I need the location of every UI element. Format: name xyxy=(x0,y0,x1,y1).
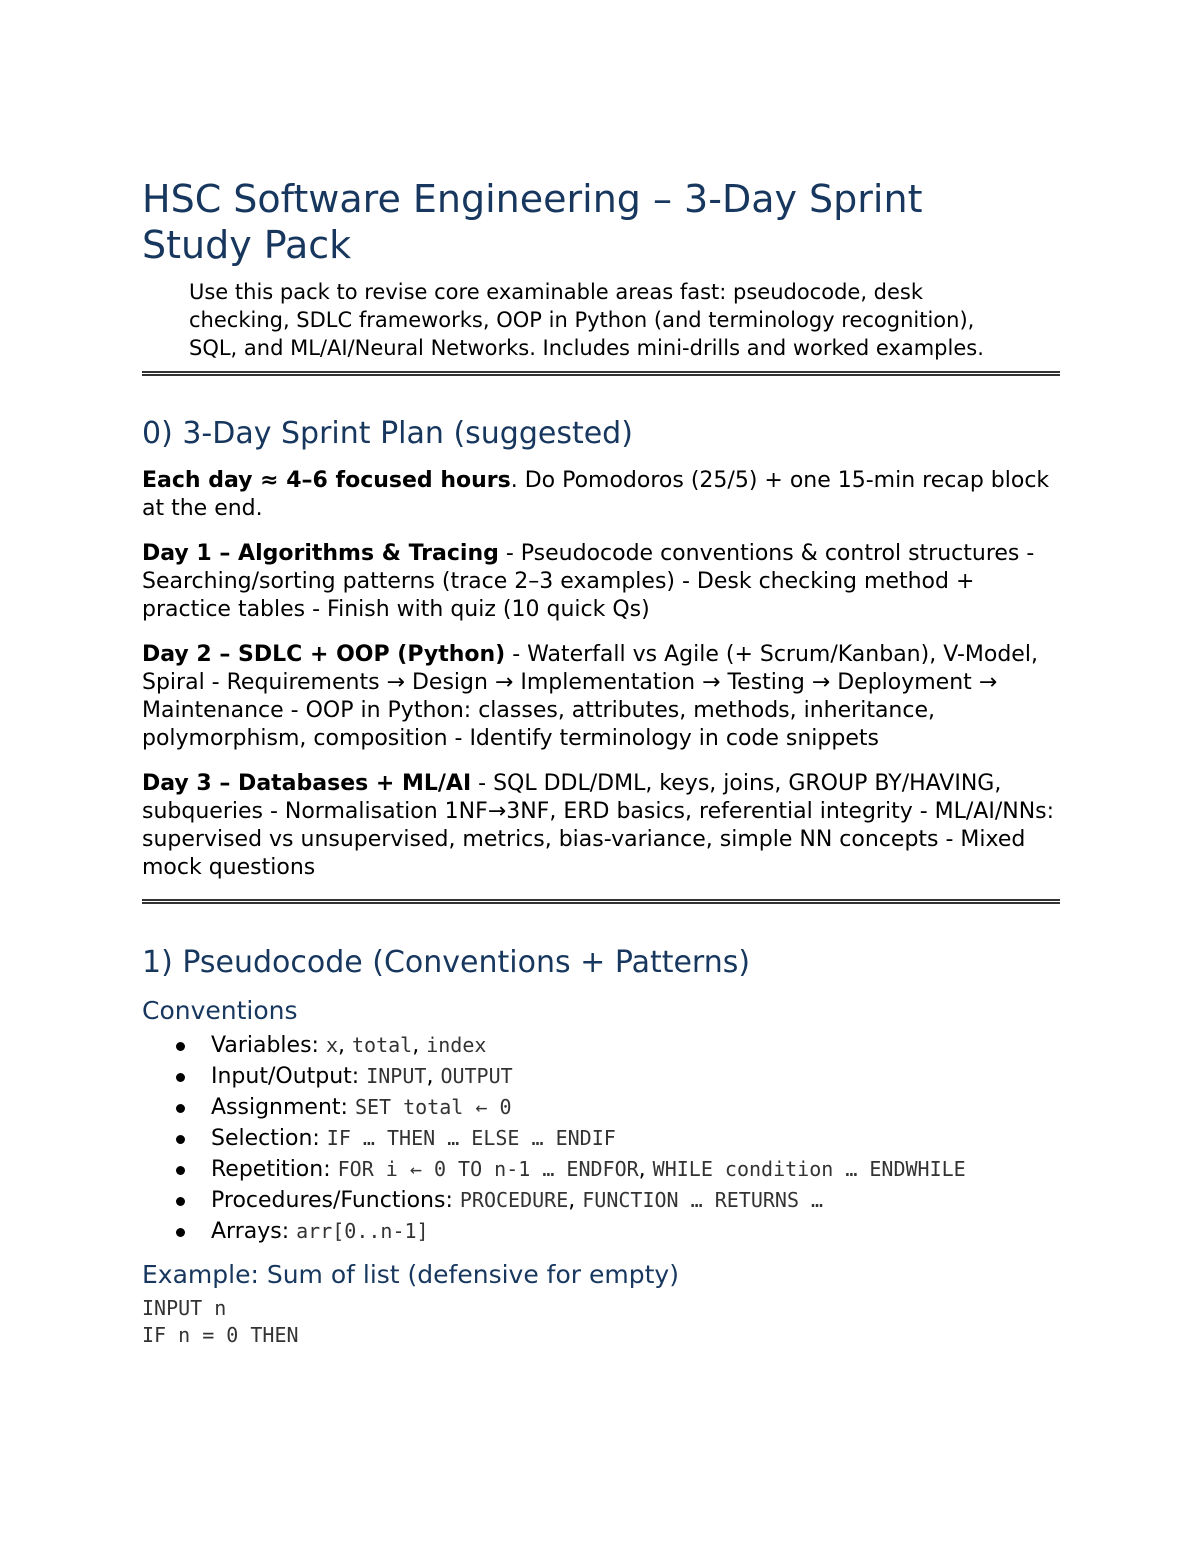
item-label: Procedures/Functions: xyxy=(211,1188,453,1213)
list-item xyxy=(142,1123,1060,1154)
conventions-heading: Conventions xyxy=(142,996,298,1025)
title-line-2: Study Pack xyxy=(142,223,352,267)
bullet-icon xyxy=(176,1104,185,1113)
intro-paragraph: Use this pack to revise core examinable areas fast: pseudocode, desk checking, SDLC frameworks, OOP in Python (and terminology recognition), SQL, and ML/AI/Neural Networks. Includes mini-drills and worked examples. xyxy=(189,280,984,360)
item-separator: , xyxy=(638,1157,653,1182)
day-3-paragraph xyxy=(142,770,1060,882)
list-item xyxy=(142,1185,1060,1216)
bullet-icon xyxy=(176,1135,185,1144)
item-code: IF … THEN … ELSE … ENDIF xyxy=(326,1126,616,1150)
item-separator: , xyxy=(338,1033,352,1058)
day-1-text: - Pseudocode conventions & control structures - Searching/sorting patterns (trace 2–3 examples) - Desk checking method + practice tables - Finish with quiz (10 quick Qs) xyxy=(142,541,1035,622)
each-day-paragraph xyxy=(142,467,1060,523)
list-item xyxy=(142,1216,1060,1247)
item-code: SET total ← 0 xyxy=(354,1095,512,1119)
code-block xyxy=(142,1295,1060,1349)
item-label: Assignment: xyxy=(211,1095,348,1120)
item-code: x xyxy=(325,1033,338,1057)
section-divider xyxy=(142,899,1060,904)
day-2-text: - Waterfall vs Agile (+ Scrum/Kanban), V-Model, Spiral - Requirements → Design → Implementation → Testing → Deployment → Maintenance - OOP in Python: classes, attributes, methods, inheritance, polymorphism, composition - Identify terminology in code snippets xyxy=(142,642,1038,751)
day-3-title: Day 3 – Databases + ML/AI xyxy=(142,771,472,796)
item-separator: , xyxy=(412,1033,427,1058)
each-day-text: . Do Pomodoros (25/5) + one 15-min recap block at the end. xyxy=(142,468,1050,521)
list-item xyxy=(142,1061,1060,1092)
day-1-title: Day 1 – Algorithms & Tracing xyxy=(142,541,499,566)
item-code: FOR i ← 0 TO n-1 … ENDFOR xyxy=(337,1157,639,1181)
document-title xyxy=(142,176,1060,268)
item-separator: , xyxy=(568,1188,583,1213)
item-code: FUNCTION … RETURNS … xyxy=(582,1188,824,1212)
item-separator: , xyxy=(426,1064,441,1089)
title-line-1: HSC Software Engineering – 3-Day Sprint xyxy=(142,177,923,221)
section-divider xyxy=(142,371,1060,376)
item-code: index xyxy=(426,1033,487,1057)
day-2-title: Day 2 – SDLC + OOP (Python) xyxy=(142,642,506,667)
item-label: Arrays: xyxy=(211,1219,290,1244)
item-code: INPUT xyxy=(366,1064,427,1088)
item-label: Input/Output: xyxy=(211,1064,360,1089)
item-code: PROCEDURE xyxy=(459,1188,569,1212)
item-code: WHILE condition … ENDWHILE xyxy=(652,1157,966,1181)
each-day-bold: Each day ≈ 4–6 focused hours xyxy=(142,468,511,493)
section-1-heading: 1) Pseudocode (Conventions + Patterns) xyxy=(142,945,751,980)
list-item xyxy=(142,1154,1060,1185)
conventions-list xyxy=(142,1030,1060,1247)
document-page xyxy=(142,176,1060,1349)
day-1-paragraph xyxy=(142,540,1060,624)
item-code: arr[0..n-1] xyxy=(296,1219,429,1243)
item-code: OUTPUT xyxy=(440,1064,513,1088)
list-item xyxy=(142,1030,1060,1061)
bullet-icon xyxy=(176,1197,185,1206)
bullet-icon xyxy=(176,1073,185,1082)
list-item xyxy=(142,1092,1060,1123)
item-code: total xyxy=(352,1033,413,1057)
item-label: Repetition: xyxy=(211,1157,331,1182)
example-heading: Example: Sum of list (defensive for empty) xyxy=(142,1260,679,1289)
section-0-heading: 0) 3-Day Sprint Plan (suggested) xyxy=(142,416,633,451)
code-line: INPUT n xyxy=(142,1296,227,1320)
bullet-icon xyxy=(176,1042,185,1051)
item-label: Variables: xyxy=(211,1033,319,1058)
item-label: Selection: xyxy=(211,1126,320,1151)
bullet-icon xyxy=(176,1166,185,1175)
day-2-paragraph xyxy=(142,641,1060,753)
bullet-icon xyxy=(176,1228,185,1237)
code-line: IF n = 0 THEN xyxy=(142,1323,299,1347)
day-3-text: - SQL DDL/DML, keys, joins, GROUP BY/HAVING, subqueries - Normalisation 1NF→3NF, ERD basics, referential integrity - ML/AI/NNs: supervised vs unsupervised, metrics, bias-variance, simple NN concepts - Mixed mock questions xyxy=(142,771,1055,880)
